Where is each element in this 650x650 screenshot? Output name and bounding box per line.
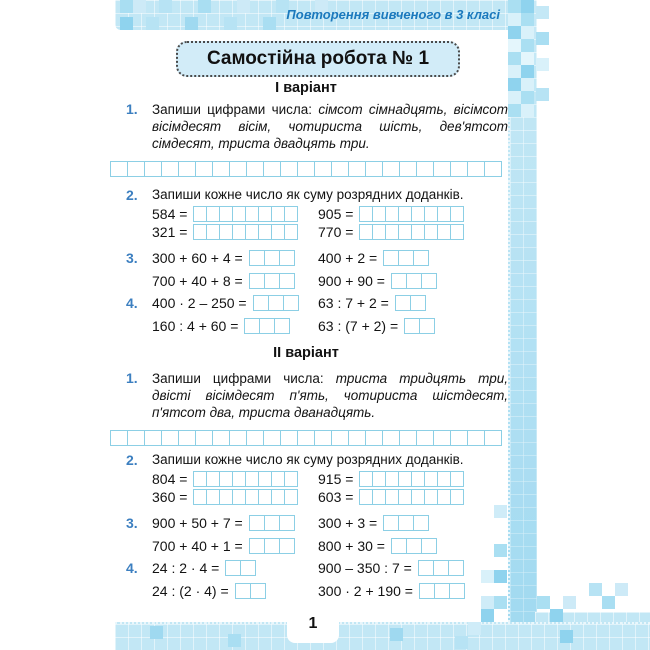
mosaic-square [508,104,521,117]
answer-cell[interactable] [398,471,412,487]
number-words: триста тридцять три, двісті вісімдесят п'ять, чотириста шістдесят, п'ятсот два, триста дванадцять. [152,371,508,421]
answer-cell[interactable] [264,515,280,531]
variant1-exercise2 [108,187,508,240]
answer-cell[interactable] [110,430,128,446]
number-label: 770 = [318,224,354,240]
answer-cell[interactable] [279,538,295,554]
answer-cell[interactable] [359,206,373,222]
answer-cell[interactable] [250,583,266,599]
exercise-number: 3. [126,250,138,266]
answer-strip [391,273,437,289]
answer-cell[interactable] [232,489,246,505]
answer-cell[interactable] [263,430,281,446]
mosaic-square [536,6,549,19]
mosaic-square [390,628,403,641]
answer-cell[interactable] [258,471,272,487]
answer-cell[interactable] [246,161,264,177]
answer-strip [249,538,295,554]
answer-cell[interactable] [411,471,425,487]
exercise-number: 2. [126,187,138,203]
answer-cell[interactable] [467,430,485,446]
number-label: 905 = [318,206,354,222]
answer-cell[interactable] [178,430,196,446]
exercise-instruction: Запиши цифрами числа: [152,371,336,386]
answer-cell[interactable] [127,430,145,446]
answer-cell[interactable] [437,471,451,487]
answer-cell[interactable] [219,224,233,240]
answer-cell[interactable] [433,430,451,446]
answer-strip [225,560,256,576]
answer-cell[interactable] [249,538,265,554]
exercise-number: 3. [126,515,138,531]
mosaic-square [481,609,494,622]
answer-cell[interactable] [206,471,220,487]
variant1-heading: І варіант [275,80,337,96]
answer-cell[interactable] [280,161,298,177]
answer-cell[interactable] [245,206,259,222]
answer-cell[interactable] [382,430,400,446]
answer-cell[interactable] [348,430,366,446]
answer-cell[interactable] [437,206,451,222]
answer-cell[interactable] [484,430,502,446]
answer-cell[interactable] [399,430,417,446]
answer-cell[interactable] [398,250,414,266]
variant2-exercise2 [108,452,508,505]
answer-cell[interactable] [450,206,464,222]
answer-cell[interactable] [280,430,298,446]
variant2-exercise3 [108,515,508,554]
answer-cell[interactable] [110,161,128,177]
mosaic-square [536,58,549,71]
answer-cell[interactable] [419,583,435,599]
answer-cell[interactable] [385,489,399,505]
answer-cell[interactable] [279,273,295,289]
expression-item [152,295,318,311]
answer-cell[interactable] [359,489,373,505]
answer-cell[interactable] [258,206,272,222]
answer-cell[interactable] [372,471,386,487]
expression-item [318,583,508,599]
variant2-exercise1 [108,370,508,446]
exercise-instruction: Запиши кожне число як суму розрядних доданків. [152,452,464,467]
answer-cell[interactable] [418,560,434,576]
answer-cell[interactable] [206,489,220,505]
sum-item [318,471,508,487]
answer-cell[interactable] [406,538,422,554]
answer-strip [249,250,295,266]
answer-cell[interactable] [193,471,207,487]
mosaic-square [537,596,550,609]
answer-cell[interactable] [232,471,246,487]
number-label: 360 = [152,489,188,505]
answer-cell[interactable] [437,489,451,505]
variant1-exercise1 [108,101,508,177]
expression: 400 · 2 – 250 = [152,295,247,311]
number-label: 804 = [152,471,188,487]
worksheet-title: Самостійна робота № 1 [206,48,430,69]
answer-cell[interactable] [206,206,220,222]
answer-cell[interactable] [144,161,162,177]
answer-strip [110,430,508,446]
mosaic-square [508,65,521,78]
answer-cell[interactable] [240,560,256,576]
answer-cell[interactable] [395,295,411,311]
answer-cell[interactable] [406,273,422,289]
answer-strip [359,206,464,222]
answer-cell[interactable] [398,206,412,222]
mosaic-square [589,583,602,596]
answer-cell[interactable] [365,430,383,446]
answer-cell[interactable] [284,489,298,505]
mosaic-square [615,583,628,596]
exercise-number: 4. [126,560,138,576]
answer-cell[interactable] [372,489,386,505]
answer-cell[interactable] [161,430,179,446]
answer-cell[interactable] [413,250,429,266]
answer-cell[interactable] [245,489,259,505]
mosaic-square [563,596,576,609]
answer-cell[interactable] [271,471,285,487]
answer-cell[interactable] [416,430,434,446]
exercise-number: 1. [126,101,138,117]
answer-cell[interactable] [434,583,450,599]
sum-item [152,489,318,505]
expression: 160 : 4 + 60 = [152,318,239,334]
answer-cell[interactable] [450,489,464,505]
answer-cell[interactable] [284,206,298,222]
answer-cell[interactable] [424,489,438,505]
answer-cell[interactable] [271,206,285,222]
answer-cell[interactable] [383,515,399,531]
number-label: 603 = [318,489,354,505]
answer-cell[interactable] [421,273,437,289]
answer-cell[interactable] [264,250,280,266]
chapter-header: Повторення вивченого в 3 класі [286,7,500,22]
mosaic-square [550,609,563,622]
answer-cell[interactable] [219,489,233,505]
answer-cell[interactable] [411,206,425,222]
answer-cell[interactable] [212,430,230,446]
page-number: 1 [308,615,318,632]
answer-cell[interactable] [424,224,438,240]
expression-item [152,560,318,576]
answer-cell[interactable] [263,161,281,177]
answer-cell[interactable] [365,161,383,177]
answer-cell[interactable] [297,430,315,446]
answer-cell[interactable] [433,560,449,576]
answer-cell[interactable] [391,538,407,554]
expression-item [152,515,318,531]
answer-strip [193,471,298,487]
expression: 700 + 40 + 1 = [152,538,243,554]
answer-strip [419,583,465,599]
answer-cell[interactable] [249,273,265,289]
variant2-exercise4 [108,560,508,599]
answer-strip [193,206,298,222]
answer-strip [359,489,464,505]
mosaic-square [536,88,549,101]
answer-cell[interactable] [195,430,213,446]
expression: 800 + 30 = [318,538,385,554]
answer-cell[interactable] [212,161,230,177]
answer-cell[interactable] [264,273,280,289]
answer-strip [249,515,295,531]
expression-item [152,318,318,334]
answer-cell[interactable] [193,224,207,240]
expression-item [152,583,318,599]
answer-cell[interactable] [225,560,241,576]
mosaic-square [468,622,481,635]
answer-cell[interactable] [424,206,438,222]
expression-item [152,538,318,554]
expression-item [318,560,508,576]
answer-cell[interactable] [249,250,265,266]
mosaic-square [508,52,521,65]
answer-strip [383,250,429,266]
answer-strip [404,318,435,334]
expression-item [318,295,508,311]
answer-cell[interactable] [398,224,412,240]
mosaic-square [150,626,163,639]
exercise-text [152,370,508,422]
mosaic-square [521,52,534,65]
mosaic-square [228,634,241,647]
answer-cell[interactable] [433,161,451,177]
expression: 400 + 2 = [318,250,378,266]
answer-cell[interactable] [424,471,438,487]
answer-strip [418,560,464,576]
exercise-text [152,101,508,153]
answer-cell[interactable] [245,224,259,240]
answer-cell[interactable] [411,489,425,505]
number-label: 584 = [152,206,188,222]
answer-strip [395,295,426,311]
answer-cell[interactable] [314,161,332,177]
mosaic-square [560,630,573,643]
expression-item [318,250,508,266]
mosaic-square [455,636,468,649]
answer-cell[interactable] [416,161,434,177]
answer-cell[interactable] [314,430,332,446]
variant1-exercise4 [108,295,508,334]
answer-cell[interactable] [246,430,264,446]
expression-item [152,273,318,289]
answer-cell[interactable] [331,161,349,177]
mosaic-square [536,32,549,45]
variant2-heading: ІІ варіант [273,345,339,361]
sum-item [318,489,508,505]
answer-cell[interactable] [144,430,162,446]
expression-item [318,538,508,554]
answer-cell[interactable] [193,489,207,505]
answer-strip [359,224,464,240]
answer-cell[interactable] [283,295,299,311]
answer-cell[interactable] [450,430,468,446]
answer-strip [253,295,299,311]
answer-cell[interactable] [331,430,349,446]
answer-cell[interactable] [448,560,464,576]
answer-cell[interactable] [385,224,399,240]
answer-cell[interactable] [264,538,280,554]
answer-cell[interactable] [271,489,285,505]
answer-cell[interactable] [245,471,259,487]
expression-item [318,515,508,531]
expression: 63 : 7 + 2 = [318,295,389,311]
answer-cell[interactable] [219,206,233,222]
mosaic-square [521,78,534,91]
answer-strip [359,471,464,487]
answer-cell[interactable] [385,206,399,222]
answer-cell[interactable] [258,489,272,505]
exercise-number: 1. [126,370,138,386]
variant1-exercise3 [108,250,508,289]
answer-cell[interactable] [253,295,269,311]
sum-item [318,206,508,222]
answer-cell[interactable] [372,206,386,222]
answer-cell[interactable] [450,224,464,240]
mosaic-square [508,91,521,104]
sum-item [318,224,508,240]
mosaic-square [521,65,534,78]
answer-cell[interactable] [398,515,414,531]
expression: 700 + 40 + 8 = [152,273,243,289]
answer-cell[interactable] [274,318,290,334]
expression: 900 + 90 = [318,273,385,289]
answer-cell[interactable] [244,318,260,334]
answer-cell[interactable] [437,224,451,240]
mosaic-square [602,596,615,609]
mosaic-square [521,104,534,117]
mosaic-square [508,78,521,91]
answer-cell[interactable] [195,161,213,177]
answer-cell[interactable] [235,583,251,599]
answer-cell[interactable] [410,295,426,311]
answer-cell[interactable] [419,318,435,334]
answer-cell[interactable] [382,161,400,177]
answer-cell[interactable] [258,224,272,240]
answer-strip [110,161,508,177]
answer-cell[interactable] [421,538,437,554]
answer-cell[interactable] [279,515,295,531]
answer-strip [244,318,290,334]
answer-cell[interactable] [232,206,246,222]
mosaic-square [521,91,534,104]
mosaic-square [508,39,521,52]
sum-item [152,471,318,487]
number-label: 321 = [152,224,188,240]
answer-cell[interactable] [193,206,207,222]
answer-cell[interactable] [284,224,298,240]
answer-cell[interactable] [161,161,179,177]
expression-item [318,318,508,334]
answer-cell[interactable] [229,430,247,446]
answer-cell[interactable] [391,273,407,289]
expression: 300 + 3 = [318,515,378,531]
answer-cell[interactable] [359,471,373,487]
answer-strip [235,583,266,599]
exercise-instruction: Запиши кожне число як суму розрядних доданків. [152,187,464,202]
answer-cell[interactable] [232,224,246,240]
answer-cell[interactable] [411,224,425,240]
exercise-number: 4. [126,295,138,311]
answer-strip [391,538,437,554]
answer-cell[interactable] [450,471,464,487]
answer-cell[interactable] [206,224,220,240]
answer-cell[interactable] [279,250,295,266]
answer-strip [193,489,298,505]
answer-cell[interactable] [383,250,399,266]
answer-cell[interactable] [372,224,386,240]
expression-item [152,250,318,266]
answer-cell[interactable] [467,161,485,177]
answer-strip [383,515,429,531]
answer-cell[interactable] [404,318,420,334]
number-words: сімсот сімнадцять, вісімсот вісімдесят вісім, чотириста шість, дев'ятсот сімдесят, триста двадцять три. [152,102,508,152]
answer-cell[interactable] [268,295,284,311]
expression: 300 + 60 + 4 = [152,250,243,266]
exercise-number: 2. [126,452,138,468]
answer-cell[interactable] [385,471,399,487]
expression: 900 – 350 : 7 = [318,560,412,576]
sum-item [152,224,318,240]
answer-cell[interactable] [229,161,247,177]
answer-cell[interactable] [127,161,145,177]
answer-cell[interactable] [219,471,233,487]
answer-cell[interactable] [259,318,275,334]
number-label: 915 = [318,471,354,487]
worksheet-title-box [176,41,460,77]
expression: 24 : 2 · 4 = [152,560,220,576]
answer-cell[interactable] [178,161,196,177]
answer-cell[interactable] [449,583,465,599]
expression: 300 · 2 + 190 = [318,583,413,599]
expression: 63 : (7 + 2) = [318,318,399,334]
answer-cell[interactable] [359,224,373,240]
answer-cell[interactable] [398,489,412,505]
answer-cell[interactable] [348,161,366,177]
answer-cell[interactable] [271,224,285,240]
answer-strip [193,224,298,240]
answer-cell[interactable] [450,161,468,177]
answer-cell[interactable] [297,161,315,177]
answer-cell[interactable] [249,515,265,531]
answer-cell[interactable] [284,471,298,487]
answer-strip [249,273,295,289]
expression-item [318,273,508,289]
expression: 24 : (2 · 4) = [152,583,229,599]
expression: 900 + 50 + 7 = [152,515,243,531]
answer-cell[interactable] [399,161,417,177]
answer-cell[interactable] [484,161,502,177]
exercise-instruction: Запиши цифрами числа: [152,102,319,117]
answer-cell[interactable] [413,515,429,531]
mosaic-square [521,39,534,52]
sum-item [152,206,318,222]
